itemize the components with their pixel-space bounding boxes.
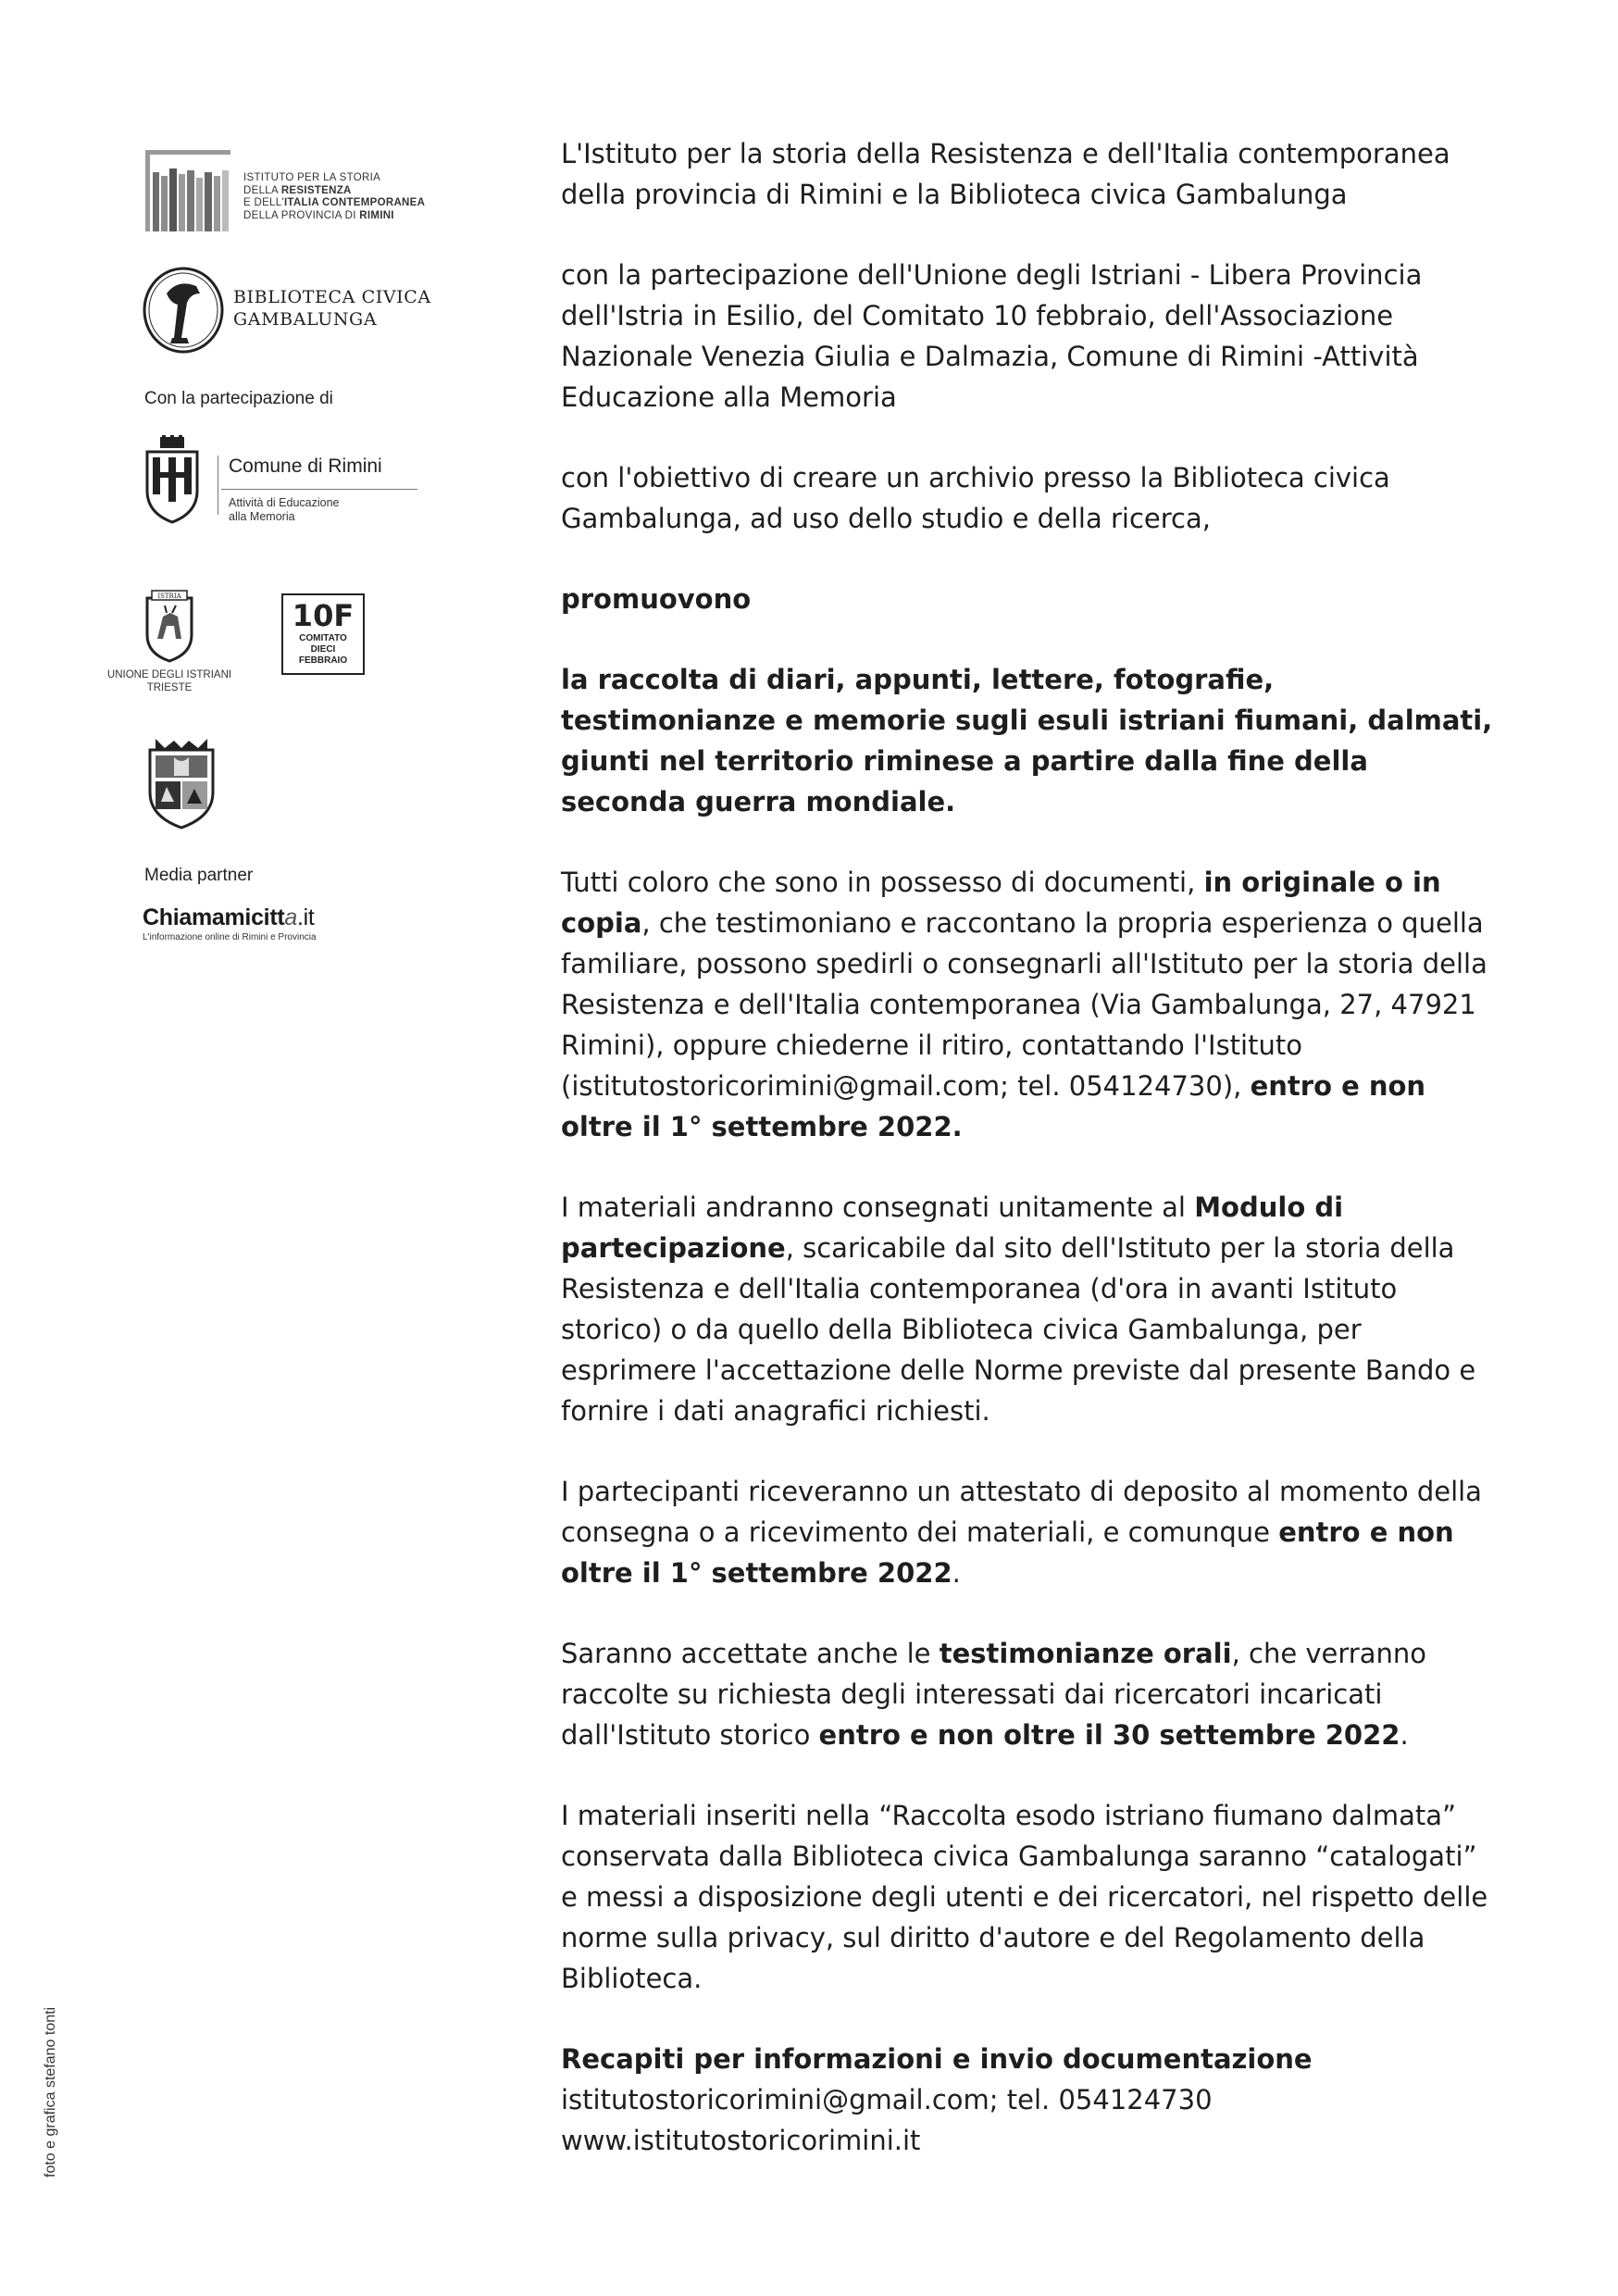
paragraph-promuovono: promuovono <box>561 583 752 615</box>
partecipazione-label: Con la partecipazione di <box>144 389 333 408</box>
comune-subtitle: Attività di Educazione alla Memoria <box>229 496 340 523</box>
isrec-logo <box>143 148 426 233</box>
svg-text:COMITATO: COMITATO <box>299 633 347 643</box>
istriani-name: UNIONE DEGLI ISTRIANI TRIESTE <box>106 669 232 693</box>
paragraph-form: I materiali andranno consegnati unitamente al Modulo di partecipazione, scaricabile dal sito dell'Istituto per la storia della Resistenza e dell'Italia contemporanea (d'ora in avanti Istituto storico) o da quello della Biblioteca civica Gambalunga, per esprimere l'accettazione delle Norme previste dal presente Bando e fornire i dati anagrafici richiesti. <box>561 1192 1476 1427</box>
unione-istriani-logo <box>100 589 239 700</box>
comune-name: Comune di Rimini <box>229 455 382 477</box>
photo-credit: foto e grafica stefano tonti <box>43 2006 58 2177</box>
gambalunga-name: BIBLIOTECA CIVICA GAMBALUNGA <box>233 287 431 330</box>
paragraph-who-can-send: Tutti coloro che sono in possesso di documenti, in originale o in copia, che testimoniano e raccontano la propria esperienza o quella familiare, possono spedirli o consegnarli all'Istituto per la storia della Resistenza e dell'Italia contemporanea (Via Gambalunga, 27, 47921 Rimini), oppure chiederne il ritiro, contattando l'Istituto (istitutostoricorimini@gmail.com; tel. 054124730), entro e non oltre il 1° settembre 2022. <box>561 867 1487 1142</box>
paragraph-certificate: I partecipanti riceveranno un attestato di deposito al momento della consegna o a ricevimento dei materiali, e comunque entro e non oltre il 1° settembre 2022. <box>561 1476 1482 1589</box>
svg-text:10F: 10F <box>292 598 355 633</box>
paragraph-participation: con la partecipazione dell'Unione degli Istriani - Libera Provincia dell'Istria in Esilio, del Comitato 10 febbraio, dell'Associazione Nazionale Venezia Giulia e Dalmazia, Comune di Rimini -Attività Educazione alla Memoria <box>561 259 1423 413</box>
announcement-body <box>561 133 1496 2161</box>
chiamamicitta-logo <box>143 905 420 951</box>
isrec-books-icon <box>143 148 232 233</box>
gambalunga-logo <box>141 266 446 355</box>
paragraph-objective: con l'obiettivo di creare un archivio presso la Biblioteca civica Gambalunga, ad uso dello studio e della ricerca, <box>561 462 1390 534</box>
isrec-name: ISTITUTO PER LA STORIA DELLA RESISTENZA E DELL'ITALIA CONTEMPORANEA DELLA PROVINCIA DI RIMINI <box>243 172 426 221</box>
rimini-crest-icon <box>143 435 201 524</box>
logo-column <box>0 0 518 2296</box>
anvgd-crest-icon <box>146 737 217 830</box>
contacts-block <box>561 2039 1496 2161</box>
svg-text:ISTRIA: ISTRIA <box>157 593 181 600</box>
media-partner-label: Media partner <box>144 866 254 885</box>
contacts-email-phone[interactable]: istitutostoricorimini@gmail.com; tel. 054124730 <box>561 2084 1213 2115</box>
chiamamicitta-name: Chiamamicitta.it <box>143 905 315 930</box>
svg-text:FEBBRAIO: FEBBRAIO <box>298 655 348 666</box>
comitato-dieci-febbraio-logo <box>280 593 366 676</box>
paragraph-promoters: L'Istituto per la storia della Resistenza e dell'Italia contemporanea della provincia di Rimini e la Biblioteca civica Gambalunga <box>561 138 1450 210</box>
paragraph-collection: la raccolta di diari, appunti, lettere, fotografie, testimonianze e memorie sugli esuli istriani fiumani, dalmati, giunti nel territorio riminese a partire dalla fine della seconda guerra mondiale. <box>561 664 1493 817</box>
comune-rimini-logo <box>143 435 421 528</box>
comune-rule <box>221 489 417 490</box>
contacts-website[interactable]: www.istitutostoricorimini.it <box>561 2125 921 2156</box>
paragraph-oral-testimony: Saranno accettate anche le testimonianze orali, che verranno raccolte su richiesta degli interessati dai ricercatori incaricati dall'Istituto storico entro e non oltre il 30 settembre 2022. <box>561 1638 1426 1751</box>
chiamamicitta-tagline: L'informazione online di Rimini e Provincia <box>143 932 317 942</box>
svg-text:DIECI: DIECI <box>310 644 336 655</box>
paragraph-cataloguing: I materiali inseriti nella “Raccolta esodo istriano fiumano dalmata” conservata dalla Biblioteca civica Gambalunga saranno “catalogati” e messi a disposizione degli utenti e dei ricercatori, nel rispetto delle norme sulla privacy, sul diritto d'autore e del Regolamento della Biblioteca. <box>561 1800 1488 1994</box>
gambalunga-seal-icon <box>141 266 226 355</box>
contacts-title: Recapiti per informazioni e invio documentazione <box>561 2043 1313 2075</box>
istria-shield-icon <box>144 589 194 663</box>
